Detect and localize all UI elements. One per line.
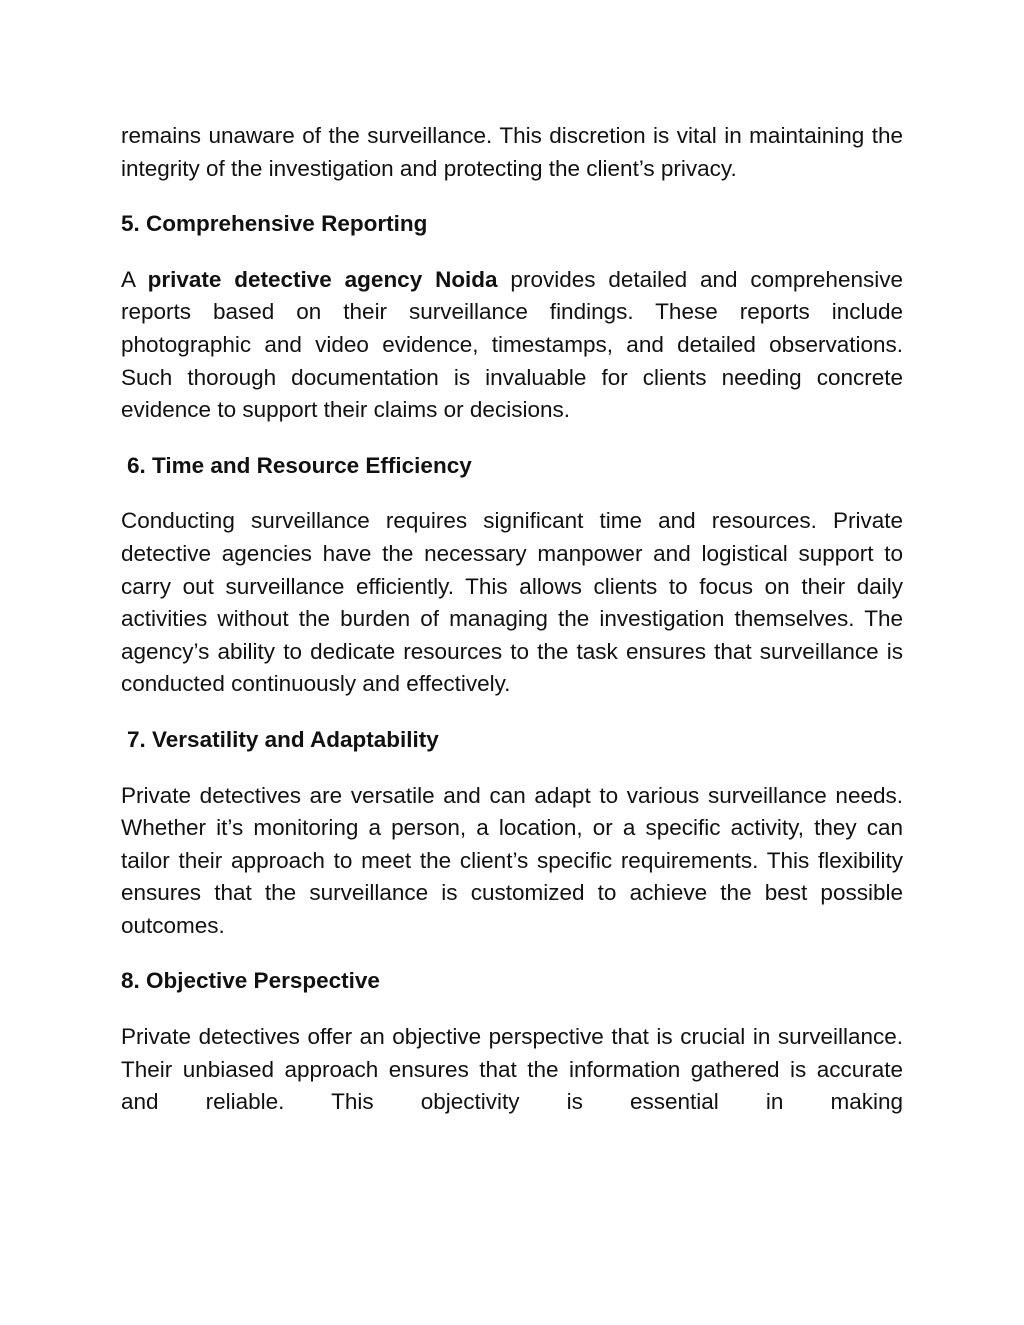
- section-7-paragraph: Private detectives are versatile and can adapt to various surveillance needs. Whether it’s monitoring a person, a location, or a specific activity, they can tailor their approach to meet the client’s specific requirements. This flexibility ensures that the surveillance is customized to achieve the best possible outcomes.: [121, 782, 903, 938]
- section-6-heading: 6. Time and Resource Efficiency: [127, 452, 472, 478]
- section-8-heading: 8. Objective Perspective: [121, 968, 380, 994]
- section-7-heading: 7. Versatility and Adaptability: [127, 726, 439, 752]
- section-5-body: provides detailed and comprehensive reports based on their surveillance findings. These reports include photographic and video evidence, timestamps, and detailed observations. Such thorough documentation is invaluable for clients needing concrete evidence to support their claims or decisions.: [121, 266, 903, 423]
- document-page: [121, 120, 903, 1142]
- section-6-paragraph: Conducting surveillance requires significant time and resources. Private detective agencies have the necessary manpower and logistical support to carry out surveillance efficiently. This allows clients to focus on their daily activities without the burden of managing the investigation themselves. The agency’s ability to dedicate resources to the task ensures that surveillance is conducted continuously and effectively.: [121, 508, 903, 697]
- intro-paragraph: remains unaware of the surveillance. This discretion is vital in maintaining the integrity of the investigation and protecting the client’s privacy.: [121, 123, 903, 181]
- section-5-prefix: A: [121, 266, 148, 292]
- section-8-paragraph: Private detectives offer an objective perspective that is crucial in surveillance. Their unbiased approach ensures that the information gathered is accurate and reliable. This objectivity is essential in making: [121, 1024, 903, 1115]
- section-5-paragraph: [121, 264, 903, 427]
- agency-name-bold: private detective agency Noida: [147, 266, 498, 292]
- section-5-heading: 5. Comprehensive Reporting: [121, 211, 428, 237]
